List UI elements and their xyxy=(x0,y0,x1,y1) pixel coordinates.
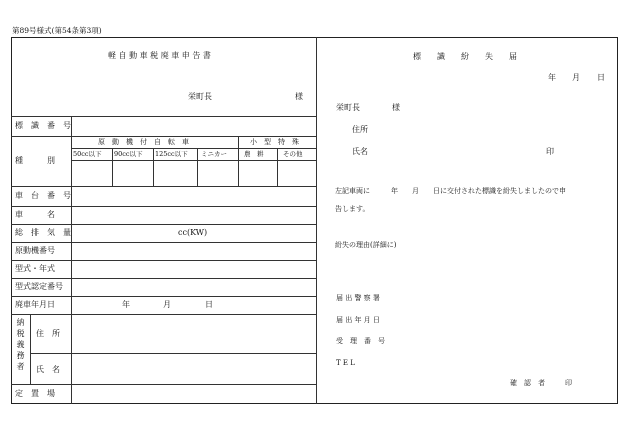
applicant-address-label: 住所 xyxy=(352,125,368,134)
scrap-date-month: 月 xyxy=(163,300,171,309)
type-col-50cc: 50cc以下 xyxy=(73,150,102,158)
type-column-rule xyxy=(153,148,154,186)
report-date-year: 年 xyxy=(548,73,556,82)
type-col-other: その他 xyxy=(283,150,303,158)
lost-plate-report-title: 標 識 紛 失 届 xyxy=(413,52,517,61)
row-rule xyxy=(11,384,316,385)
taxpayer-address-label: 住 所 xyxy=(36,329,60,338)
engine-number-label: 原動機番号 xyxy=(15,246,55,255)
row-rule xyxy=(11,242,316,243)
type-column-rule xyxy=(277,148,278,186)
receipt-number-label: 受 理 番 号 xyxy=(336,337,385,345)
row-rule xyxy=(11,136,316,137)
row-rule xyxy=(11,224,316,225)
type-col-minicar: ミニカー xyxy=(201,150,227,158)
statement-line-1: 左記車両に 年 月 日に交付された標識を紛失しましたので申 xyxy=(335,187,566,195)
type-col-125cc: 125cc以下 xyxy=(155,150,188,158)
small-special-group-header: 小 型 特 殊 xyxy=(250,138,299,146)
row-rule xyxy=(11,116,316,117)
form-frame xyxy=(11,37,618,404)
displacement-label: 総 排 気 量 xyxy=(15,228,71,237)
row-rule xyxy=(30,353,316,354)
row-rule xyxy=(11,296,316,297)
type-col-90cc: 90cc以下 xyxy=(114,150,143,158)
model-year-label: 型式・年式 xyxy=(15,264,55,273)
applicant-name-label: 氏名 xyxy=(352,147,368,156)
displacement-unit: cc(KW) xyxy=(178,228,208,237)
report-date-month: 月 xyxy=(572,73,580,82)
report-addressee-honorific: 様 xyxy=(392,103,400,112)
confirmer-seal-mark: 印 xyxy=(565,379,572,387)
row-rule xyxy=(11,206,316,207)
police-station-label: 届 出 警 察 署 xyxy=(336,294,380,302)
row-rule xyxy=(11,186,316,187)
addressee-town: 栄町長 xyxy=(188,92,212,101)
addressee-honorific: 様 xyxy=(295,92,303,101)
form-number-label: 第89号様式(第54条第3項) xyxy=(12,26,102,35)
taxpayer-column-rule xyxy=(30,314,31,384)
confirmer-label: 確 認 者 xyxy=(510,379,545,387)
taxpayer-name-label: 氏 名 xyxy=(36,365,60,374)
scrap-date-label: 廃車年月日 xyxy=(15,300,55,309)
type-label: 種 別 xyxy=(15,156,55,165)
scrap-date-year: 年 xyxy=(122,300,130,309)
row-rule xyxy=(11,260,316,261)
scrap-date-day: 日 xyxy=(205,300,213,309)
type-subheader-rule xyxy=(71,148,316,149)
report-date-day: 日 xyxy=(597,73,605,82)
type-col-farming: 農 耕 xyxy=(244,150,264,158)
type-subheader-rule xyxy=(71,160,316,161)
vehicle-name-label: 車 名 xyxy=(15,210,55,219)
applicant-seal-mark: 印 xyxy=(546,147,554,156)
type-group-rule xyxy=(238,136,239,186)
scrap-declaration-title: 軽 自 動 車 税 廃 車 申 告 書 xyxy=(108,51,211,60)
row-rule xyxy=(11,278,316,279)
report-filed-date-label: 届 出 年 月 日 xyxy=(336,316,380,324)
model-cert-label: 型式認定番号 xyxy=(15,282,63,291)
moped-group-header: 原 動 機 付 自 転 車 xyxy=(98,138,189,146)
panel-divider xyxy=(316,37,317,404)
storage-location-label: 定 置 場 xyxy=(15,389,55,398)
type-column-rule xyxy=(197,148,198,186)
loss-reason-label: 紛失の理由(詳細に) xyxy=(335,241,397,249)
chassis-number-label: 車 台 番 号 xyxy=(15,191,71,200)
report-addressee-town: 栄町長 xyxy=(336,103,360,112)
row-rule xyxy=(11,314,316,315)
plate-number-label: 標 識 番 号 xyxy=(15,121,71,130)
tel-label: T E L xyxy=(336,359,355,367)
statement-line-2: 告します。 xyxy=(335,205,370,213)
taxpayer-label: 納税義務者 xyxy=(16,318,25,373)
type-column-rule xyxy=(112,148,113,186)
